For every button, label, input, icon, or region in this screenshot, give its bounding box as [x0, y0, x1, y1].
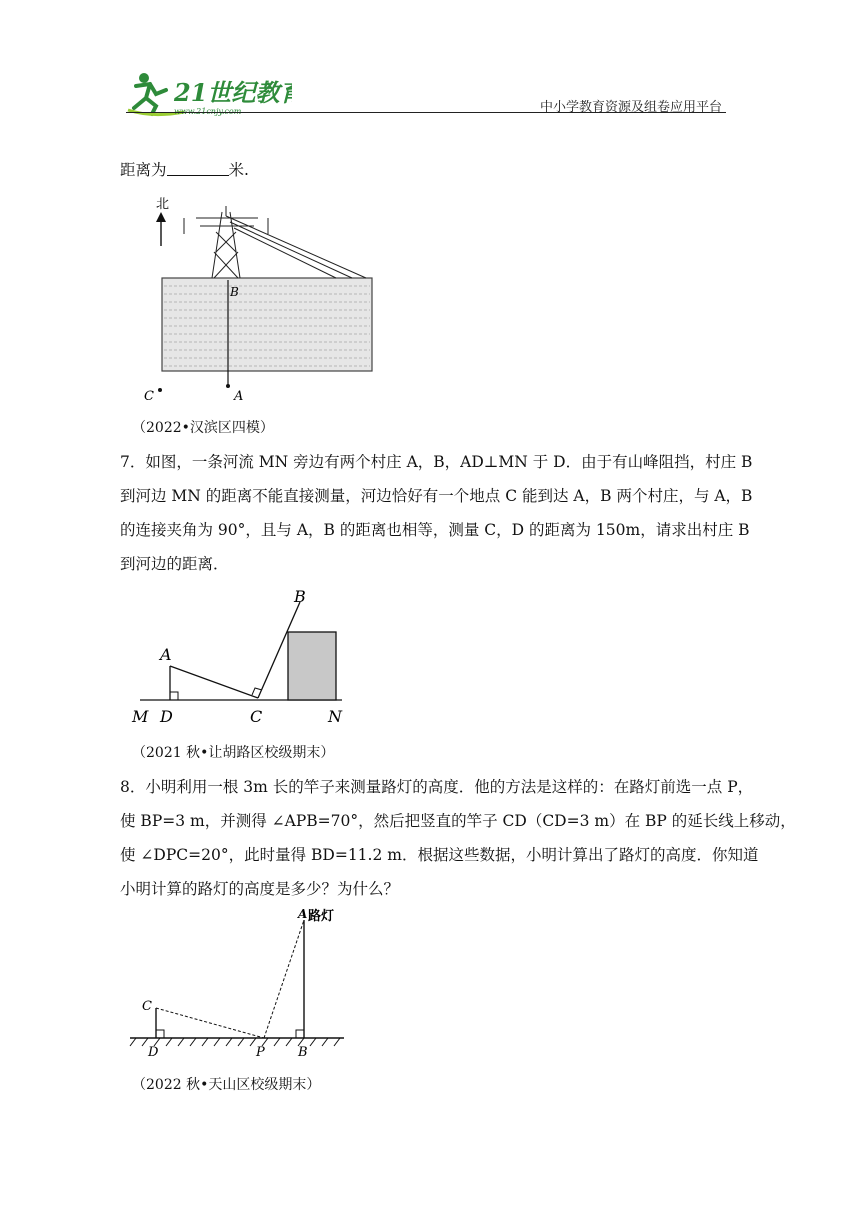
q7-line-3: 的连接夹角为 90°，且与 A，B 的距离也相等，测量 C，D 的距离为 150m，请求出村庄 B — [120, 521, 750, 539]
label-n: N — [328, 707, 342, 726]
label-a: A — [234, 389, 244, 404]
label-c: C — [144, 389, 154, 404]
q8-figure — [126, 906, 352, 1062]
q7-line-2: 到河边 MN 的距离不能直接测量，河边恰好有一个地点 C 能到达 A，B 两个村庄，与 A，B — [120, 487, 753, 505]
label-p: P — [256, 1045, 265, 1060]
q8-line-1: 8．小明利用一根 3m 长的竿子来测量路灯的高度．他的方法是这样的：在路灯前选一点 P， — [120, 778, 754, 796]
label-m: M — [132, 707, 149, 726]
north-label: 北 — [156, 197, 170, 212]
q6-after: 米. — [228, 161, 249, 179]
answer-blank — [167, 160, 229, 176]
label-b: B — [230, 285, 239, 299]
header-divider — [126, 112, 726, 113]
q6-answer-line — [120, 153, 249, 187]
q6-figure — [140, 192, 380, 404]
label-a: A — [160, 645, 172, 664]
q8-line-4: 小明计算的路灯的高度是多少？为什么？ — [120, 880, 400, 898]
q7-figure — [128, 584, 358, 728]
label-d: D — [148, 1045, 159, 1060]
q8-line-2: 使 BP=3 m，并测得 ∠APB=70°，然后把竖直的竿子 CD（CD=3 m）在 BP 的延长线上移动， — [120, 812, 796, 830]
label-a: A — [298, 907, 308, 921]
logo-url: www.21cnjy.com — [174, 107, 242, 116]
q7-line-1: 7．如图，一条河流 MN 旁边有两个村庄 A，B，AD⊥MN 于 D．由于有山峰阻挡，村庄 B — [120, 453, 753, 471]
label-c: C — [142, 999, 152, 1014]
label-b: B — [294, 587, 306, 606]
header-platform-text: 中小学教育资源及组卷应用平台 — [540, 100, 723, 115]
label-b: B — [298, 1045, 308, 1060]
q8-end-source: （2022 秋•天山区校级期末） — [132, 1077, 321, 1093]
logo-text: 21世纪教育 — [174, 78, 292, 107]
lamp-label: 路灯 — [308, 909, 335, 924]
q8-source: （2021 秋•让胡路区校级期末） — [132, 745, 335, 761]
label-d: D — [160, 707, 173, 726]
q8-line-3: 使 ∠DPC=20°，此时量得 BD=11.2 m．根据这些数据，小明计算出了路灯的高度．你知道 — [120, 846, 759, 864]
q7-line-4: 到河边的距离． — [120, 555, 229, 573]
q6-before: 距离为 — [120, 161, 167, 179]
label-c: C — [250, 707, 263, 726]
q7-source: （2022•汉滨区四模） — [132, 420, 274, 436]
